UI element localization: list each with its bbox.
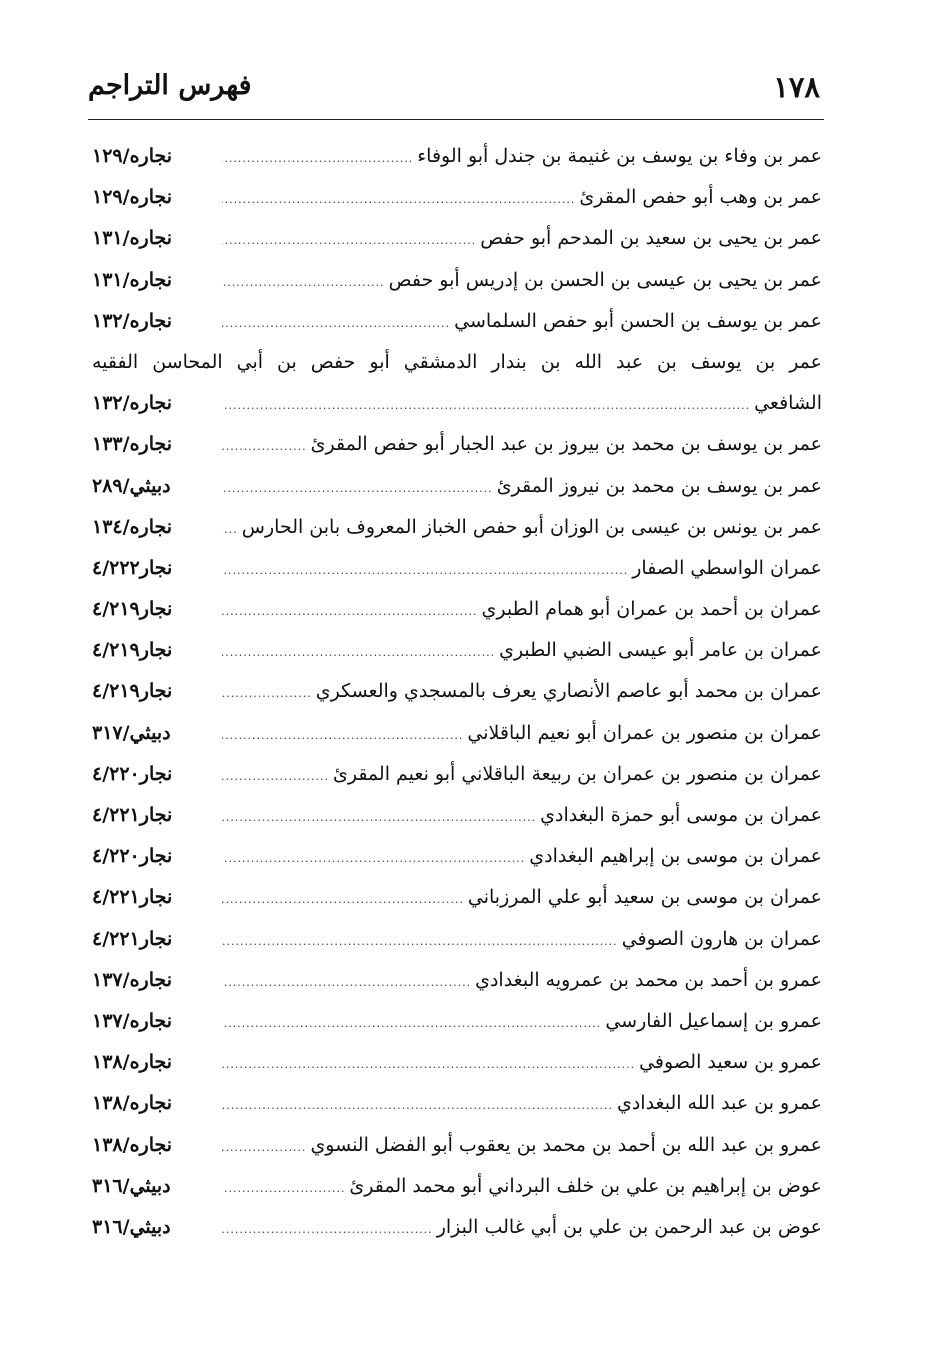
leader-dots xyxy=(222,1127,306,1168)
leader-dots xyxy=(222,1044,635,1085)
entry-reference: نجاره/١٣٣ xyxy=(92,433,173,456)
index-entry xyxy=(92,589,822,630)
leader-dots xyxy=(222,962,471,1003)
leader-dots xyxy=(222,385,750,426)
entry-reference: نجاره/١٣٧ xyxy=(92,968,173,991)
index-entry xyxy=(92,630,822,671)
leader-dots xyxy=(222,756,329,797)
entry-name: عمر بن وفاء بن يوسف بن غنيمة بن جندل أبو الوفاء xyxy=(417,145,822,167)
entry-name: عمرو بن عبد الله البغدادي xyxy=(616,1092,822,1115)
entry-name: عمر بن يوسف بن محمد بن نيروز المقرئ xyxy=(496,474,822,497)
page-number: ١٧٨ xyxy=(773,70,820,104)
leader-dots xyxy=(222,138,413,179)
entry-name: عمر بن يوسف بن الحسن أبو حفص السلماسي xyxy=(454,309,822,332)
entry-name: عمران بن هارون الصوفي xyxy=(621,927,822,950)
leader-dots xyxy=(222,673,312,714)
index-entry xyxy=(92,836,822,877)
leader-dots xyxy=(222,715,463,756)
leader-dots xyxy=(222,303,450,344)
header-rule xyxy=(88,119,824,120)
index-entry xyxy=(92,466,822,507)
entry-reference: نجار٤/٢٢١ xyxy=(92,927,173,950)
entry-reference: دبيثي/٢٨٩ xyxy=(92,474,171,497)
entry-name: عمر بن وهب أبو حفص المقرئ xyxy=(579,186,822,209)
leader-dots xyxy=(222,468,493,509)
entry-name: عمران بن موسى بن إبراهيم البغدادي xyxy=(529,845,822,868)
index-entry xyxy=(92,1083,822,1124)
entry-reference: دبيثي/٣١٦ xyxy=(92,1174,171,1197)
page-header xyxy=(88,66,824,120)
leader-dots xyxy=(222,509,238,550)
index-entries xyxy=(92,136,822,1248)
entry-reference: نجاره/١٣٧ xyxy=(92,1009,173,1032)
index-entry xyxy=(92,383,822,424)
leader-dots xyxy=(222,1085,613,1126)
leader-dots xyxy=(222,591,477,632)
entry-reference: نجاره/١٢٩ xyxy=(92,145,173,167)
entry-name: الشافعي xyxy=(754,392,822,415)
entry-reference: نجاره/١٣٢ xyxy=(92,309,173,332)
entry-reference: نجاره/١٣١ xyxy=(92,268,173,291)
index-entry xyxy=(92,260,822,301)
entry-reference: نجار٤/٢٢٢ xyxy=(92,556,173,579)
leader-dots xyxy=(222,879,464,920)
leader-dots xyxy=(222,838,525,879)
index-entry xyxy=(92,671,822,712)
entry-name: عمران الواسطي الصفار xyxy=(632,556,822,579)
entry-name: عمر بن يونس بن عيسى بن الوزان أبو حفص الخباز المعروف بابن الحارس xyxy=(241,515,822,538)
index-entry xyxy=(92,548,822,589)
leader-dots xyxy=(222,179,575,220)
entry-reference: نجار٤/٢١٩ xyxy=(92,598,173,621)
entry-name: عمران بن أحمد بن عمران أبو همام الطبري xyxy=(481,598,822,621)
entry-reference: نجار٤/٢٢٠ xyxy=(92,762,173,785)
index-entry xyxy=(92,960,822,1001)
leader-dots xyxy=(222,550,628,591)
entry-name: عمرو بن عبد الله بن أحمد بن محمد بن يعقوب أبو الفضل النسوي xyxy=(310,1133,822,1156)
entry-name: عمران بن منصور بن عمران أبو نعيم الباقلاني xyxy=(467,721,822,744)
leader-dots xyxy=(222,797,536,838)
entry-reference: نجاره/١٣٨ xyxy=(92,1133,173,1156)
entry-name: عوض بن إبراهيم بن علي بن خلف البرداني أبو محمد المقرئ xyxy=(349,1174,822,1197)
index-entry xyxy=(92,301,822,342)
entry-name: عمر بن يحيى بن سعيد بن المدحم أبو حفص xyxy=(480,227,822,250)
index-entry xyxy=(92,1042,822,1083)
entry-reference: نجاره/١٣٨ xyxy=(92,1092,173,1115)
index-entry xyxy=(92,795,822,836)
index-entry xyxy=(92,507,822,548)
entry-reference: نجار٤/٢٢١ xyxy=(92,804,173,826)
entry-name: عمر بن يحيى بن عيسى بن الحسن بن إدريس أبو حفص xyxy=(388,268,822,291)
index-entry xyxy=(92,754,822,795)
index-entry xyxy=(92,136,822,177)
entry-reference: نجار٤/٢٢٠ xyxy=(92,845,173,868)
index-entry xyxy=(92,1001,822,1042)
leader-dots xyxy=(222,1209,433,1250)
entry-reference: دبيثي/٣١٦ xyxy=(92,1215,171,1238)
index-entry xyxy=(92,177,822,218)
entry-reference: نجاره/١٣٤ xyxy=(92,515,173,538)
entry-name: عمرو بن سعيد الصوفي xyxy=(639,1051,822,1074)
entry-name: عمر بن يوسف بن محمد بن بيروز بن عبد الجبار أبو حفص المقرئ xyxy=(310,433,822,456)
entry-reference: دبيثي/٣١٧ xyxy=(92,721,171,744)
index-entry-continued-line xyxy=(92,342,822,383)
index-entry xyxy=(92,1166,822,1207)
leader-dots xyxy=(222,921,618,962)
entry-name: عمران بن منصور بن عمران بن ربيعة الباقلاني أبو نعيم المقرئ xyxy=(332,762,822,785)
leader-dots xyxy=(222,220,476,261)
running-title: فهرس التراجم xyxy=(88,70,252,101)
entry-name: عمران بن موسى أبو حمزة البغدادي xyxy=(540,804,822,826)
index-entry xyxy=(92,1125,822,1166)
index-entry xyxy=(92,877,822,918)
entry-name: عمران بن موسى بن سعيد أبو علي المرزباني xyxy=(467,886,822,909)
entry-reference: نجاره/١٣١ xyxy=(92,227,173,250)
entry-name: عمر بن يوسف بن عبد الله بن بندار الدمشقي أبو حفص بن أبي المحاسن الفقيه xyxy=(92,350,822,373)
index-entry xyxy=(92,1207,822,1248)
entry-name: عمران بن محمد أبو عاصم الأنصاري يعرف بالمسجدي والعسكري xyxy=(315,680,822,703)
entry-name: عوض بن عبد الرحمن بن علي بن أبي غالب البزار xyxy=(436,1215,822,1238)
entry-reference: نجاره/١٣٢ xyxy=(92,392,173,415)
index-entry xyxy=(92,218,822,259)
entry-name: عمرو بن إسماعيل الفارسي xyxy=(605,1009,822,1032)
entry-reference: نجار٤/٢١٩ xyxy=(92,639,173,662)
leader-dots xyxy=(222,262,385,303)
index-entry xyxy=(92,919,822,960)
leader-dots xyxy=(222,1003,601,1044)
leader-dots xyxy=(222,426,307,467)
entry-reference: نجار٤/٢١٩ xyxy=(92,680,173,703)
leader-dots xyxy=(222,1168,345,1209)
entry-name: عمران بن عامر أبو عيسى الضبي الطبري xyxy=(499,639,822,662)
entry-reference: نجار٤/٢٢١ xyxy=(92,886,173,909)
entry-name: عمرو بن أحمد بن محمد بن عمرويه البغدادي xyxy=(475,968,822,991)
index-entry xyxy=(92,424,822,465)
index-entry xyxy=(92,713,822,754)
leader-dots xyxy=(222,632,495,673)
entry-reference: نجاره/١٢٩ xyxy=(92,186,173,209)
entry-reference: نجاره/١٣٨ xyxy=(92,1051,173,1074)
